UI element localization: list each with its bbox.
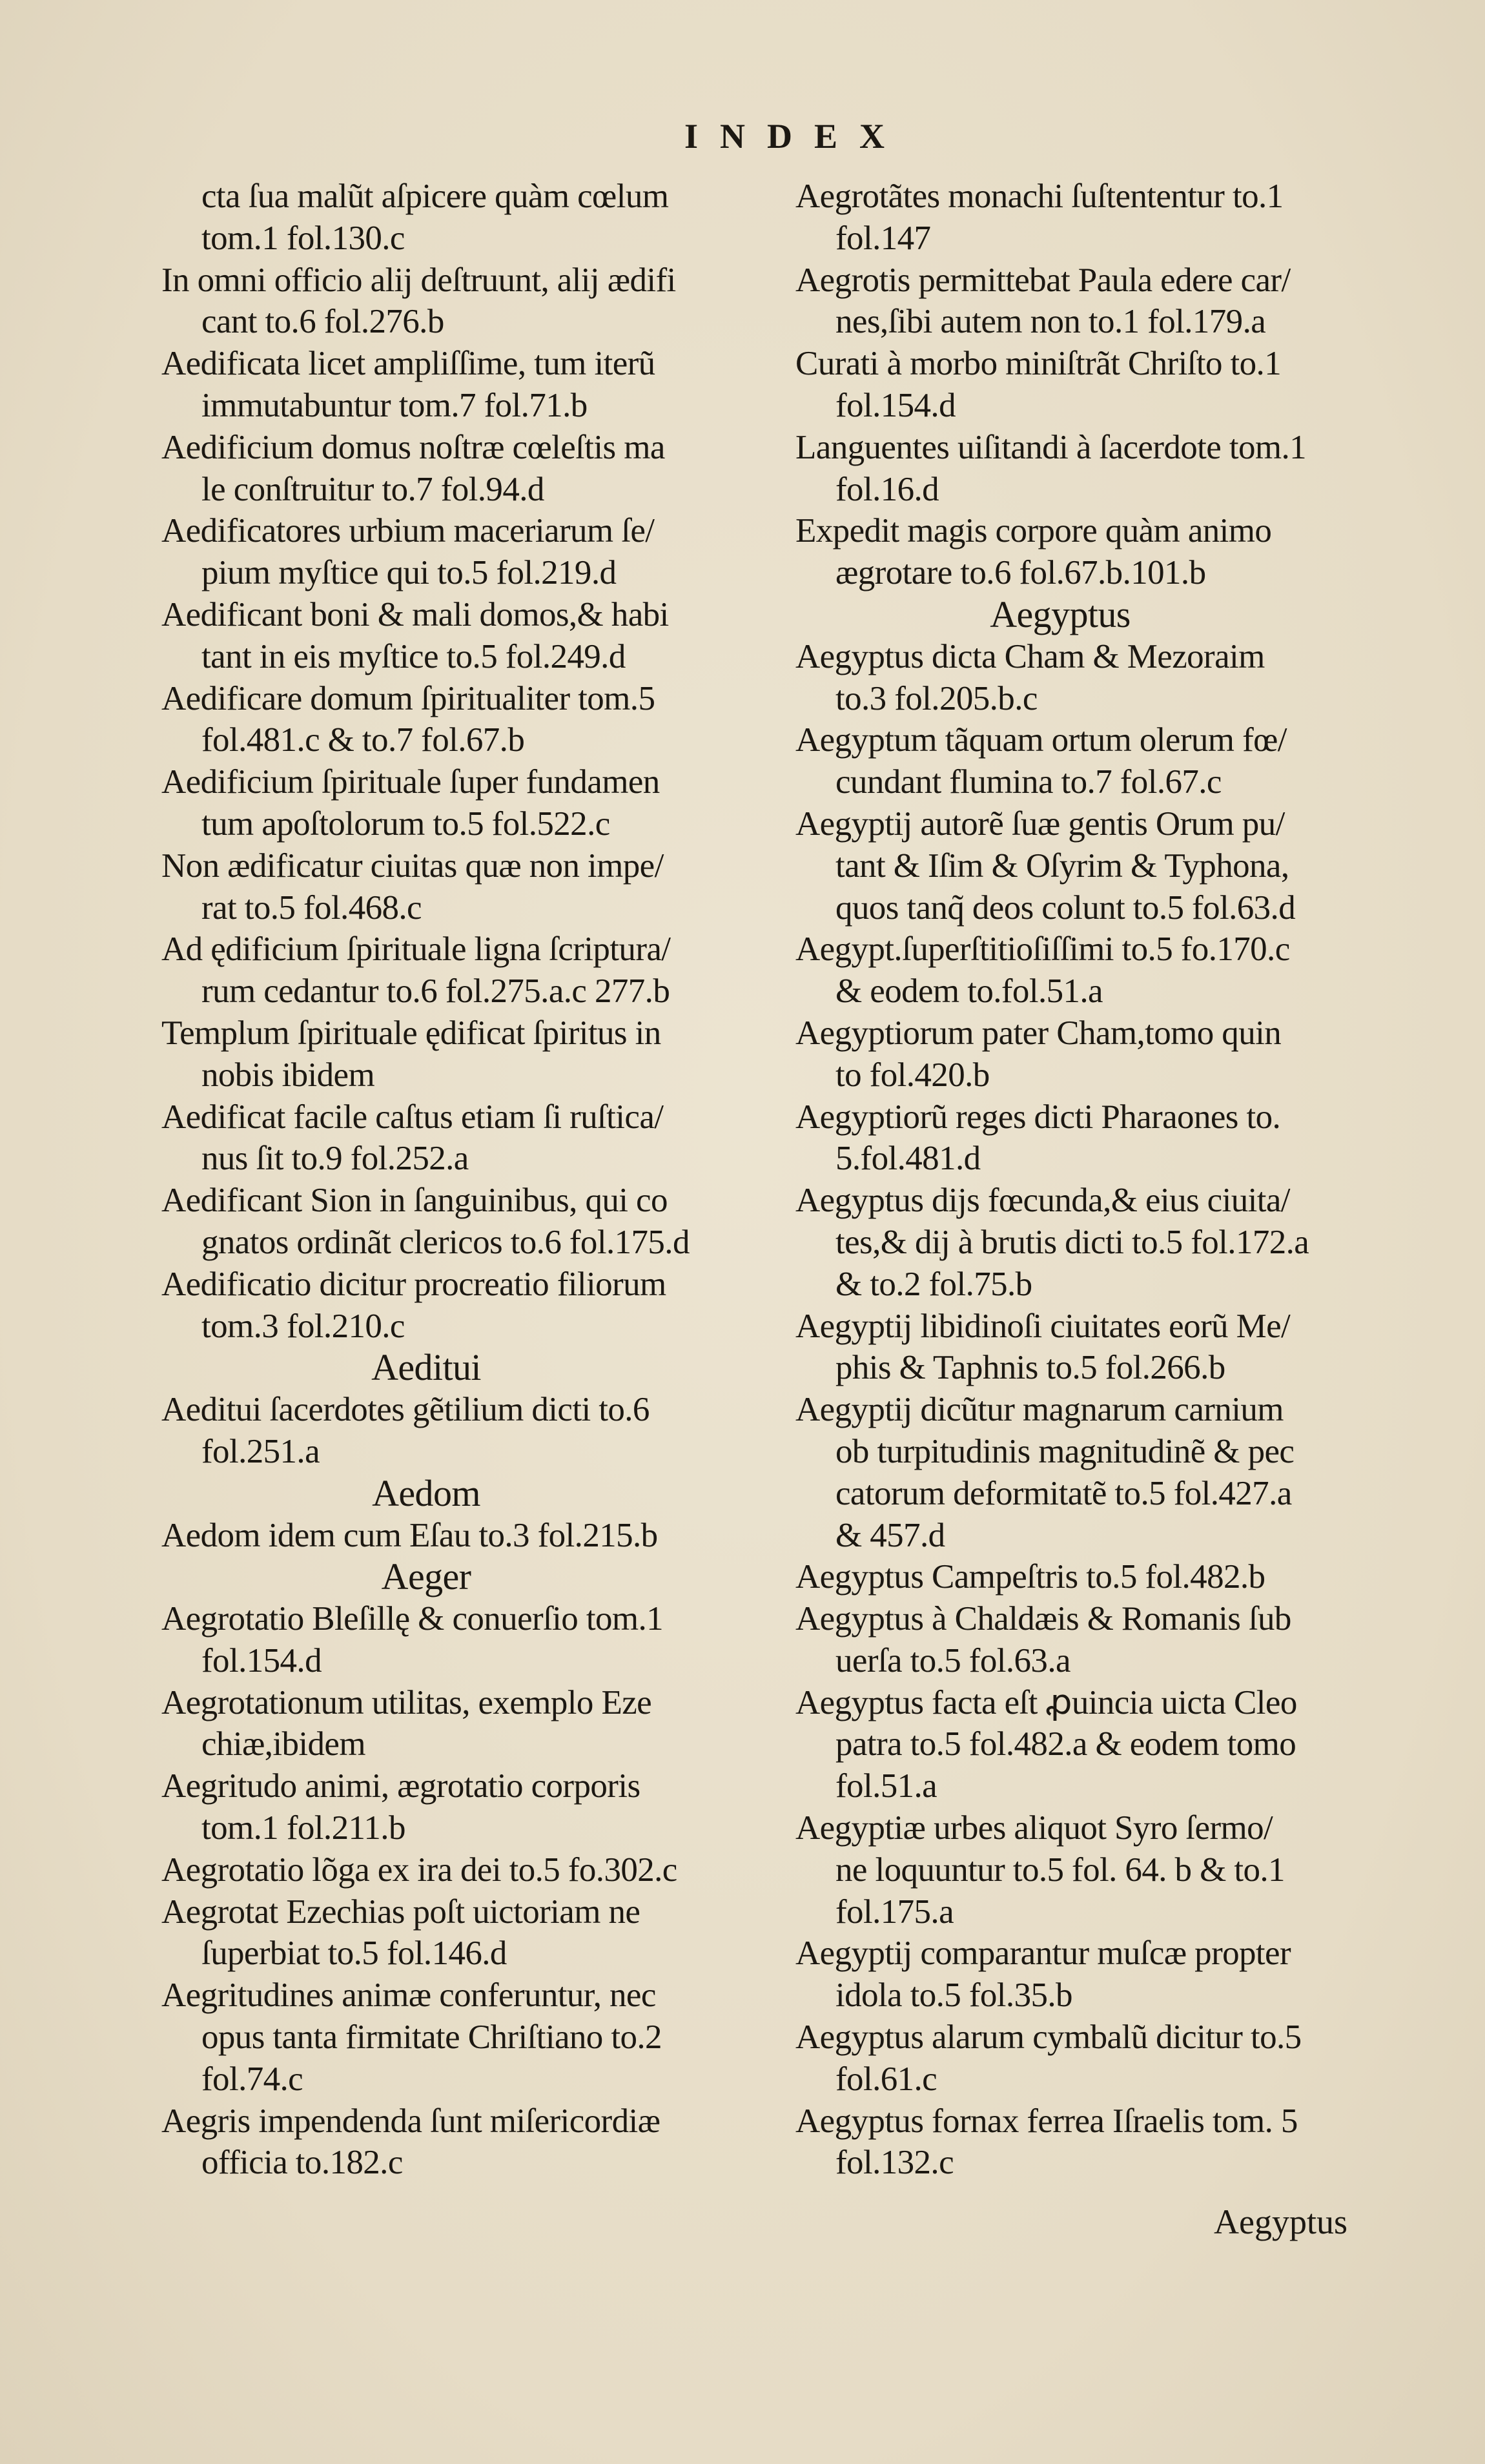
index-entry-line: Aegyptiæ urbes aliquot Syro ſermo/ (795, 1809, 1273, 1847)
index-entry-line: Aegyptus fornax ferrea Iſraelis tom. 5 (795, 2102, 1298, 2140)
index-continuation-line: fol.61.c (835, 2060, 937, 2098)
index-continuation-line: tant & Iſim & Oſyrim & Typhona, (835, 847, 1289, 885)
index-continuation-line: tom.3 fol.210.c (201, 1307, 405, 1345)
index-continuation-line: ægrotare to.6 fol.67.b.101.b (835, 554, 1206, 592)
index-continuation-line: patra to.5 fol.482.a & eodem tomo (835, 1725, 1296, 1763)
index-entry-line: Languentes uiſitandi à ſacerdote tom.1 (795, 428, 1307, 466)
index-continuation-line: ob turpitudinis magnitudinẽ & pec (835, 1432, 1295, 1470)
index-continuation-line: nes,ſibi autem non to.1 fol.179.a (835, 303, 1266, 341)
index-entry-line: Aegrotis permittebat Paula edere car/ (795, 261, 1291, 299)
index-continuation-line: fol.481.c & to.7 fol.67.b (201, 721, 525, 759)
index-continuation-line: quos tanq̃ deos colunt to.5 fol.63.d (835, 888, 1296, 927)
index-entry-line: Aedificium ſpirituale ſuper fundamen (161, 763, 660, 801)
index-continuation-line: fol.51.a (835, 1767, 937, 1805)
index-entry-line: Aedificant boni & mali domos,& habi (161, 595, 669, 633)
index-entry-line: Aegyptus à Chaldæis & Romanis ſub (795, 1600, 1291, 1638)
index-continuation-line: to.3 fol.205.b.c (835, 679, 1038, 717)
index-entry-line: Aegypt.ſuperſtitioſiſſimi to.5 fo.170.c (795, 930, 1290, 969)
index-continuation-line: nus ſit to.9 fol.252.a (201, 1140, 469, 1178)
index-entry-line: Templum ſpirituale ędificat ſpiritus in (161, 1014, 661, 1052)
index-continuation-line: gnatos ordinãt clericos to.6 fol.175.d (201, 1223, 690, 1261)
index-column-right (795, 176, 1402, 2184)
index-continuation-line: fol.251.a (201, 1432, 320, 1470)
index-entry-line: Aegyptus alarum cymbalũ dicitur to.5 (795, 2018, 1302, 2057)
index-continuation-line: nobis ibidem (201, 1056, 375, 1094)
index-entry-line: Aegyptij comparantur muſcæ propter (795, 1935, 1291, 1973)
index-continuation-line: immutabuntur tom.7 fol.71.b (201, 386, 588, 424)
index-entry-line: Aegrotationum utilitas, exemplo Eze (161, 1683, 652, 1721)
index-entry-line: Aegyptij dicũtur magnarum carnium (795, 1391, 1284, 1429)
index-continuation-line: tom.1 fol.130.c (201, 219, 405, 257)
index-entry-line: Aedificium domus noſtræ cœleſtis ma (161, 428, 665, 466)
index-continuation-line: ſuperbiat to.5 fol.146.d (201, 1935, 507, 1973)
index-entry-line: Curati à morbo miniſtrãt Chriſto to.1 (795, 345, 1282, 383)
index-continuation-line: fol.175.a (835, 1893, 954, 1931)
index-continuation-line: cta ſua malũt aſpicere quàm cœlum (201, 178, 669, 215)
index-entry-line: Aegritudo animi, ægrotatio corporis (161, 1767, 640, 1805)
index-entry-line: Aegyptij libidinoſi ciuitates eorũ Me/ (795, 1307, 1291, 1345)
index-entry-line: Aegyptus Campeſtris to.5 fol.482.b (795, 1558, 1265, 1596)
index-entry-line: Aegyptum tãquam ortum olerum fœ/ (795, 721, 1287, 759)
index-column-left (161, 176, 768, 2184)
index-continuation-line: tes,& dij à brutis dicti to.5 fol.172.a (835, 1223, 1309, 1261)
index-entry-line: Ad ędificium ſpirituale ligna ſcriptura/ (161, 930, 671, 969)
index-continuation-line: fol.147 (835, 219, 931, 257)
index-continuation-line: fol.16.d (835, 470, 939, 508)
index-entry-line: Aegyptus facta eſt ꝓuincia uicta Cleo (795, 1683, 1297, 1721)
index-continuation-line: officia to.182.c (201, 2144, 403, 2182)
index-continuation-line: opus tanta firmitate Chriſtiano to.2 (201, 2018, 662, 2057)
index-continuation-line: & 457.d (835, 1516, 945, 1554)
index-continuation-line: cant to.6 fol.276.b (201, 303, 444, 341)
running-head: INDEX (684, 117, 907, 156)
index-continuation-line: tom.1 fol.211.b (201, 1809, 405, 1847)
index-heading: Aeger (381, 1555, 471, 1598)
index-continuation-line: tant in eis myſtice to.5 fol.249.d (201, 637, 626, 675)
index-continuation-line: 5.fol.481.d (835, 1140, 981, 1178)
index-continuation-line: uerſa to.5 fol.63.a (835, 1641, 1070, 1679)
index-continuation-line: fol.132.c (835, 2144, 954, 2182)
index-continuation-line: rum cedantur to.6 fol.275.a.c 277.b (201, 972, 670, 1011)
index-continuation-line: chiæ,ibidem (201, 1725, 365, 1763)
index-continuation-line: fol.154.d (201, 1641, 322, 1679)
index-entry-line: Aegrotatio Bleſillę & conuerſio tom.1 (161, 1600, 664, 1638)
index-entry-line: Aegyptus dicta Cham & Mezoraim (795, 637, 1265, 675)
index-entry-line: Expedit magis corpore quàm animo (795, 512, 1272, 550)
index-heading: Aeditui (371, 1346, 481, 1389)
index-continuation-line: rat to.5 fol.468.c (201, 888, 422, 927)
index-continuation-line: fol.154.d (835, 386, 956, 424)
index-continuation-line: idola to.5 fol.35.b (835, 1976, 1072, 2015)
index-entry-line: Non ædificatur ciuitas quæ non impe/ (161, 847, 664, 885)
index-entry-line: Aedificare domum ſpiritualiter tom.5 (161, 679, 655, 717)
index-continuation-line: fol.74.c (201, 2060, 303, 2098)
index-entry-line: Aedom idem cum Eſau to.3 fol.215.b (161, 1516, 658, 1554)
index-entry-line: Aegyptiorum pater Cham,tomo quin (795, 1014, 1282, 1052)
index-continuation-line: phis & Taphnis to.5 fol.266.b (835, 1349, 1225, 1387)
index-entry-line: Aegrotat Ezechias poſt uictoriam ne (161, 1893, 640, 1931)
index-continuation-line: & to.2 fol.75.b (835, 1265, 1032, 1303)
index-continuation-line: & eodem to.fol.51.a (835, 972, 1103, 1011)
index-continuation-line: pium myſtice qui to.5 fol.219.d (201, 554, 617, 592)
index-entry-line: Aedificata licet ampliſſime, tum iterũ (161, 345, 655, 383)
index-entry-line: Aegris impendenda ſunt miſericordiæ (161, 2102, 661, 2140)
index-heading: Aegyptus (990, 593, 1131, 635)
index-continuation-line: cundant flumina to.7 fol.67.c (835, 763, 1222, 801)
index-continuation-line: ne loquuntur to.5 fol. 64. b & to.1 (835, 1851, 1285, 1889)
index-continuation-line: le conſtruitur to.7 fol.94.d (201, 470, 544, 508)
index-entry-line: Aegyptiorũ reges dicti Pharaones to. (795, 1098, 1281, 1136)
index-heading: Aedom (372, 1472, 480, 1514)
index-entry-line: Aegyptus dijs fœcunda,& eius ciuita/ (795, 1182, 1290, 1220)
index-entry-line: Aegritudines animæ conferuntur, nec (161, 1976, 656, 2015)
index-entry-line: Aeditui ſacerdotes gẽtilium dicti to.6 (161, 1391, 650, 1429)
index-entry-line: Aegrotãtes monachi ſuſtententur to.1 (795, 178, 1284, 215)
index-entry-line: Aedificatores urbium maceriarum ſe/ (161, 512, 655, 550)
catchword: Aegyptus (1214, 2202, 1347, 2241)
index-entry-line: Aedificant Sion in ſanguinibus, qui co (161, 1182, 668, 1220)
index-entry-line: Aedificat facile caſtus etiam ſi ruſtica/ (161, 1098, 664, 1136)
index-entry-line: Aegrotatio lõga ex ira dei to.5 fo.302.c (161, 1851, 677, 1889)
index-continuation-line: catorum deformitatẽ to.5 fol.427.a (835, 1474, 1292, 1512)
index-entry-line: Aegyptij autorẽ ſuæ gentis Orum pu/ (795, 805, 1285, 843)
index-entry-line: Aedificatio dicitur procreatio filiorum (161, 1265, 666, 1303)
index-entry-line: In omni officio alij deſtruunt, alij ædifi (161, 261, 676, 299)
index-continuation-line: tum apoſtolorum to.5 fol.522.c (201, 805, 610, 843)
index-continuation-line: to fol.420.b (835, 1056, 990, 1094)
